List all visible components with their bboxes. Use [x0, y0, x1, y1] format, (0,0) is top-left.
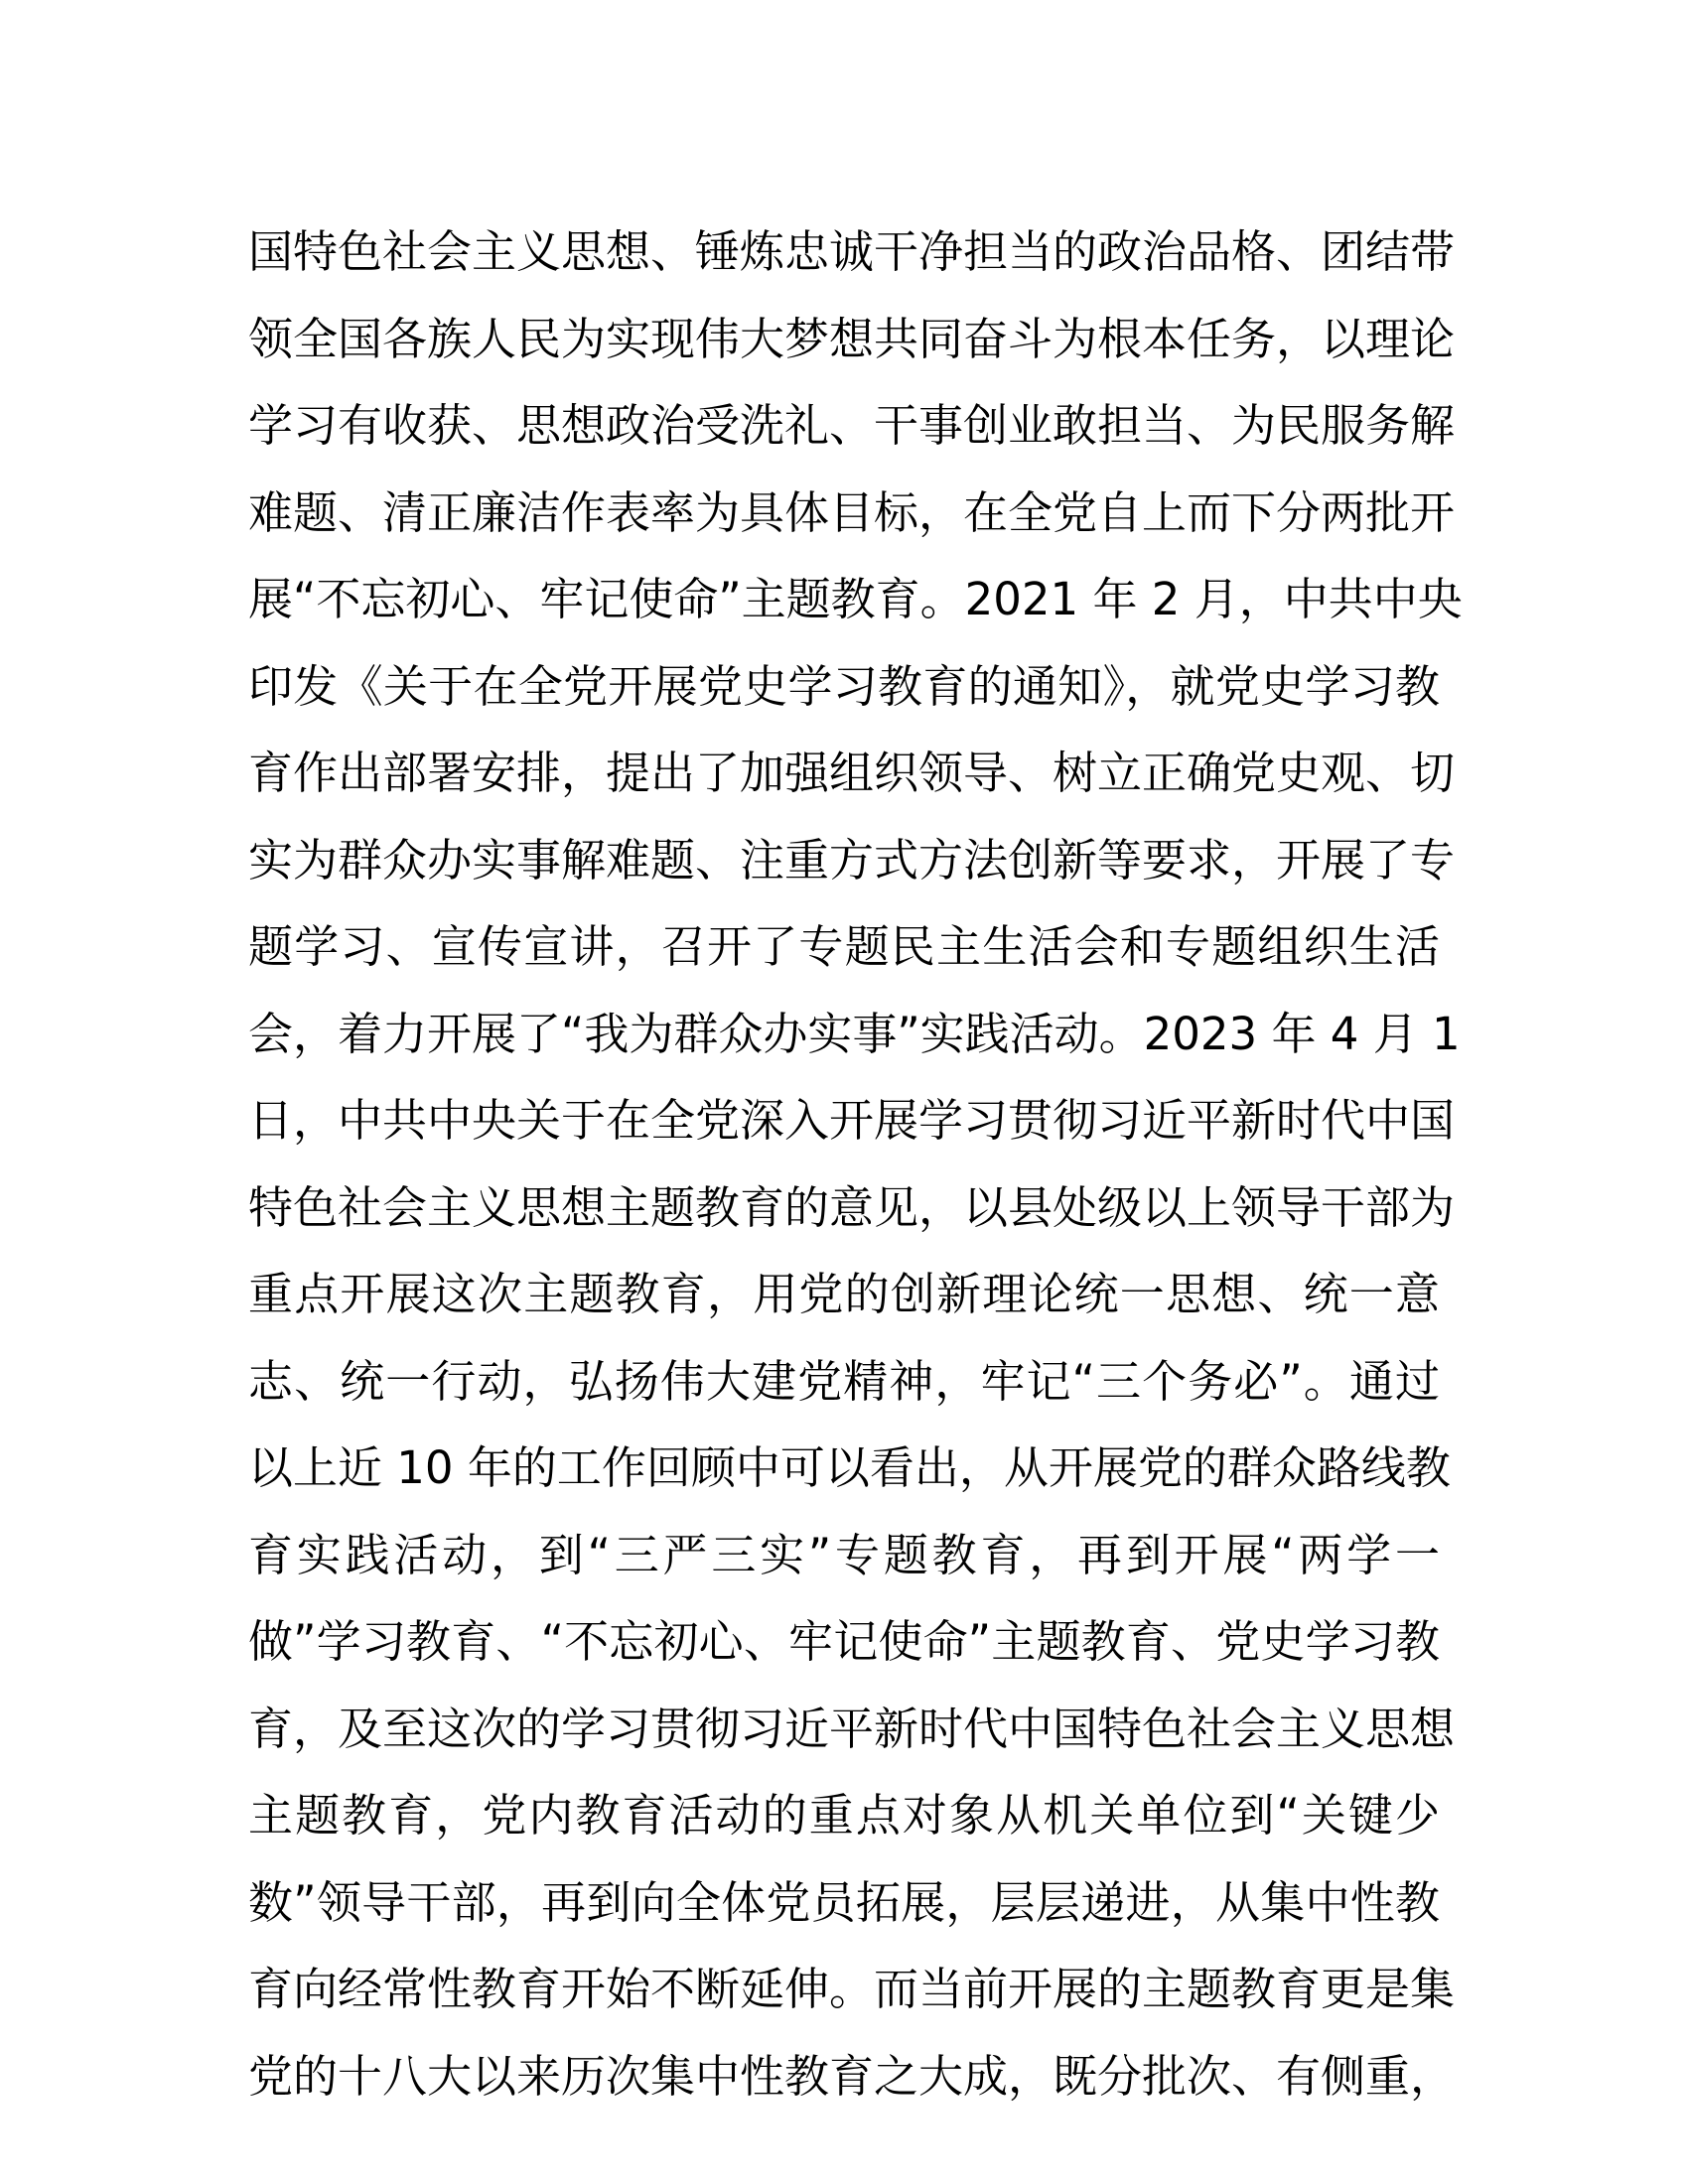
body-paragraph: [248, 208, 1463, 2119]
text-line-16: 育实践活动，到“三严三实”专题教育，再到开展“两学一: [248, 1528, 1440, 1581]
text-line-6: 印发《关于在全党开展党史学习教育的通知》，就党史学习教: [248, 659, 1440, 713]
text-line-20: 数”领导干部，再到向全体党员拓展，层层递进，从集中性教: [248, 1875, 1440, 1929]
text-line-8: 实为群众办实事解难题、注重方式方法创新等要求，开展了专: [248, 833, 1456, 887]
text-line-4: 难题、清正廉洁作表率为具体目标，在全党自上而下分两批开: [248, 485, 1456, 539]
text-line-2: 领全国各族人民为实现伟大梦想共同奋斗为根本任务，以理论: [248, 312, 1456, 365]
text-line-3: 学习有收获、思想政治受洗礼、干事创业敢担当、为民服务解: [248, 399, 1456, 452]
text-line-15: 以上近 10 年的工作回顾中可以看出，从开展党的群众路线教: [248, 1441, 1451, 1494]
text-line-17: 做”学习教育、“不忘初心、牢记使命”主题教育、党史学习教: [248, 1615, 1440, 1668]
text-line-5: 展“不忘初心、牢记使命”主题教育。2021 年 2 月，中共中央: [248, 573, 1463, 625]
text-line-13: 重点开展这次主题教育，用党的创新理论统一思想、统一意: [248, 1268, 1440, 1320]
text-line-22: 党的十八大以来历次集中性教育之大成，既分批次、有侧重，: [248, 2049, 1456, 2103]
text-line-10: 会，着力开展了“我为群众办实事”实践活动。2023 年 4 月 1: [248, 1007, 1461, 1060]
text-line-11: 日，中共中央关于在全党深入开展学习贯彻习近平新时代中国: [248, 1094, 1456, 1147]
text-line-7: 育作出部署安排，提出了加强组织领导、树立正确党史观、切: [248, 747, 1456, 799]
text-line-21: 育向经常性教育开始不断延伸。而当前开展的主题教育更是集: [248, 1963, 1456, 2015]
text-line-12: 特色社会主义思想主题教育的意见，以县处级以上领导干部为: [248, 1180, 1456, 1234]
text-line-1: 国特色社会主义思想、锤炼忠诚干净担当的政治品格、团结带: [248, 225, 1456, 278]
text-line-18: 育，及至这次的学习贯彻习近平新时代中国特色社会主义思想: [248, 1702, 1456, 1755]
text-line-19: 主题教育，党内教育活动的重点对象从机关单位到“关键少: [248, 1789, 1440, 1842]
text-line-14: 志、统一行动，弘扬伟大建党精神，牢记“三个务必”。通过: [248, 1354, 1440, 1408]
text-line-9: 题学习、宣传宣讲，召开了专题民主生活会和专题组织生活: [248, 920, 1440, 973]
